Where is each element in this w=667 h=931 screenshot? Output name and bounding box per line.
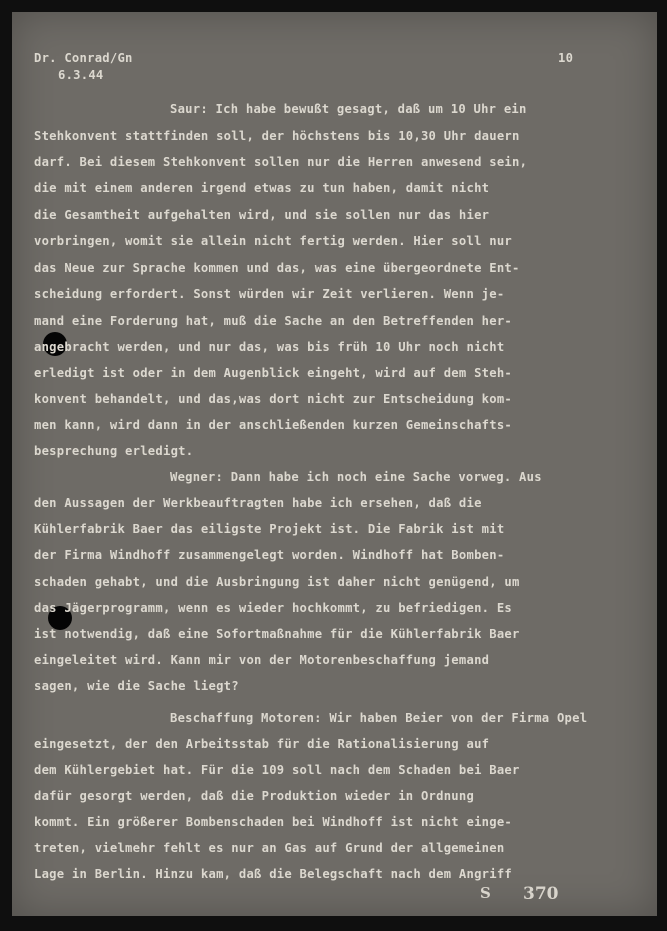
body-line: angebracht werden, und nur das, was bis früh 10 Uhr noch nicht — [34, 340, 505, 354]
body-line: scheidung erfordert. Sonst würden wir Zeit verlieren. Wenn je- — [34, 287, 505, 301]
archive-number: 370 — [523, 884, 559, 904]
archive-stamp-mark: S — [480, 884, 491, 902]
document-page — [12, 12, 657, 916]
body-line: darf. Bei diesem Stehkonvent sollen nur die Herren anwesend sein, — [34, 155, 528, 169]
body-line: dafür gesorgt werden, daß die Produktion wieder in Ordnung — [34, 789, 475, 803]
body-line: treten, vielmehr fehlt es nur an Gas auf Grund der allgemeinen — [34, 841, 505, 855]
body-line: schaden gehabt, und die Ausbringung ist daher nicht genügend, um — [34, 575, 520, 589]
body-line: mand eine Forderung hat, muß die Sache an den Betreffenden her- — [34, 314, 513, 328]
body-line: kommt. Ein größerer Bombenschaden bei Windhoff ist nicht einge- — [34, 815, 513, 829]
body-line: Stehkonvent stattfinden soll, der höchstens bis 10,30 Uhr dauern — [34, 129, 520, 143]
header-date: 6.3.44 — [58, 68, 104, 82]
body-line: men kann, wird dann in der anschließenden kurzen Gemeinschafts- — [34, 418, 513, 432]
body-line: konvent behandelt, und das,was dort nicht zur Entscheidung kom- — [34, 392, 513, 406]
body-line: den Aussagen der Werkbeauftragten habe ich ersehen, daß die — [34, 496, 482, 510]
body-line: erledigt ist oder in dem Augenblick eingeht, wird auf dem Steh- — [34, 366, 513, 380]
body-line: ist notwendig, daß eine Sofortmaßnahme für die Kühlerfabrik Baer — [34, 627, 520, 641]
body-line: Lage in Berlin. Hinzu kam, daß die Belegschaft nach dem Angriff — [34, 867, 513, 881]
body-line: dem Kühlergebiet hat. Für die 109 soll nach dem Schaden bei Baer — [34, 763, 520, 777]
body-line: sagen, wie die Sache liegt? — [34, 679, 239, 693]
body-line: Wegner: Dann habe ich noch eine Sache vorweg. Aus — [170, 470, 542, 484]
body-line: eingesetzt, der den Arbeitsstab für die Rationalisierung auf — [34, 737, 490, 751]
body-line: besprechung erledigt. — [34, 444, 194, 458]
body-line: das Jägerprogramm, wenn es wieder hochkommt, zu befriedigen. Es — [34, 601, 513, 615]
body-line: Beschaffung Motoren: Wir haben Beier von der Firma Opel — [170, 711, 588, 725]
body-line: vorbringen, womit sie allein nicht fertig werden. Hier soll nur — [34, 234, 513, 248]
page-number: 10 — [558, 51, 574, 65]
body-line: der Firma Windhoff zusammengelegt worden. Windhoff hat Bomben- — [34, 548, 505, 562]
body-line: Kühlerfabrik Baer das eiligste Projekt ist. Die Fabrik ist mit — [34, 522, 505, 536]
header-author: Dr. Conrad/Gn — [34, 51, 133, 65]
body-line: die mit einem anderen irgend etwas zu tun haben, damit nicht — [34, 181, 490, 195]
body-line: eingeleitet wird. Kann mir von der Motorenbeschaffung jemand — [34, 653, 490, 667]
body-line: Saur: Ich habe bewußt gesagt, daß um 10 Uhr ein — [170, 102, 527, 116]
body-line: die Gesamtheit aufgehalten wird, und sie sollen nur das hier — [34, 208, 490, 222]
body-line: das Neue zur Sprache kommen und das, was eine übergeordnete Ent- — [34, 261, 520, 275]
